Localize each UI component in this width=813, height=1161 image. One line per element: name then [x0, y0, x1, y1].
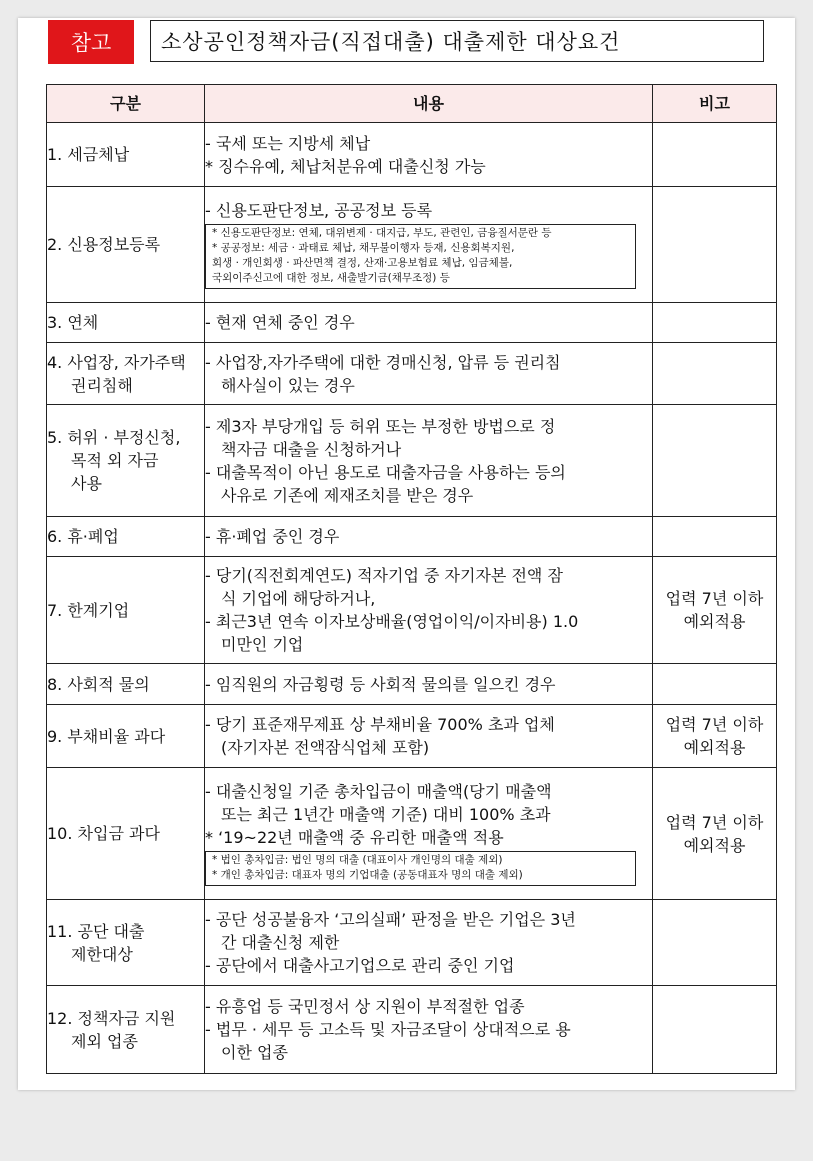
row-category	[47, 705, 205, 768]
category-line: 사용	[71, 474, 102, 493]
row-category	[47, 986, 205, 1074]
content-line: 간 대출신청 제한	[221, 933, 340, 952]
category-line: 1. 세금체납	[47, 145, 130, 164]
table-row	[47, 405, 777, 517]
row-category	[47, 664, 205, 705]
content-line: - 공단 성공불융자 ‘고의실패’ 판정을 받은 기업은 3년	[205, 910, 576, 929]
table-row	[47, 557, 777, 664]
category-line: 11. 공단 대출	[47, 921, 145, 941]
footnote-line: * 공공정보: 세금 · 과태료 체납, 채무불이행자 등재, 신용회복지원,	[212, 241, 515, 254]
row-content	[205, 705, 653, 768]
row-content	[205, 343, 653, 405]
content-line: - 당기 표준재무제표 상 부채비율 700% 초과 업체	[205, 715, 555, 734]
row-note	[653, 123, 777, 187]
row-content	[205, 517, 653, 557]
row-content	[205, 986, 653, 1074]
category-line: 목적 외 자금	[71, 451, 159, 470]
category-line: 3. 연체	[47, 313, 99, 332]
content-line: - 대출목적이 아닌 용도로 대출자금을 사용하는 등의	[205, 462, 566, 482]
content-line: * 징수유예, 체납처분유예 대출신청 가능	[205, 156, 486, 176]
footnote-box	[205, 224, 636, 289]
row-category	[47, 123, 205, 187]
category-line: 12. 정책자금 지원	[47, 1008, 176, 1028]
category-line: 10. 차입금 과다	[47, 824, 160, 843]
content-line: - 공단에서 대출사고기업으로 관리 중인 기업	[205, 956, 515, 975]
row-content	[205, 405, 653, 517]
footnote-line: * 법인 총차입금: 법인 명의 대출 (대표이사 개인명의 대출 제외)	[212, 853, 503, 866]
table-row	[47, 664, 777, 705]
row-category	[47, 557, 205, 664]
row-category	[47, 303, 205, 343]
content-line: * ‘19~22년 매출액 중 유리한 매출액 적용	[205, 827, 504, 847]
table-row	[47, 123, 777, 187]
note-line: 업력 7년 이하	[665, 715, 764, 734]
footnote-line: 국외이주신고에 대한 정보, 새출발기금(채무조정) 등	[212, 271, 450, 284]
row-note	[653, 557, 777, 664]
note-line: 예외적용	[683, 612, 746, 631]
content-line: (자기자본 전액잠식업체 포함)	[221, 738, 430, 757]
footnote-line: * 개인 총차입금: 대표자 명의 기업대출 (공동대표자 명의 대출 제외)	[212, 868, 523, 881]
row-note	[653, 517, 777, 557]
row-category	[47, 768, 205, 900]
row-note	[653, 705, 777, 768]
table-header-row	[47, 85, 777, 123]
content-line: 식 기업에 해당하거나,	[221, 589, 376, 608]
column-header-content: 내용	[205, 85, 653, 123]
row-content	[205, 187, 653, 303]
column-header-category: 구분	[47, 85, 205, 123]
table-row	[47, 900, 777, 986]
row-content	[205, 900, 653, 986]
row-category	[47, 187, 205, 303]
table-row	[47, 187, 777, 303]
note-line: 업력 7년 이하	[665, 589, 764, 608]
content-line: - 제3자 부당개입 등 허위 또는 부정한 방법으로 정	[205, 416, 556, 436]
category-line: 5. 허위 · 부정신청,	[47, 428, 181, 447]
content-line: - 유흥업 등 국민정서 상 지원이 부적절한 업종	[205, 997, 525, 1016]
row-category	[47, 900, 205, 986]
footnote-line: 회생 · 개인회생 · 파산면책 결정, 산재·고용보험료 체납, 임금체불,	[212, 256, 513, 269]
content-line: 이한 업종	[221, 1043, 288, 1062]
category-line: 6. 휴·폐업	[47, 527, 119, 546]
content-line: - 사업장,자가주택에 대한 경매신청, 압류 등 권리침	[205, 352, 561, 372]
table-row	[47, 768, 777, 900]
content-line: - 신용도판단정보, 공공정보 등록	[205, 200, 433, 220]
row-category	[47, 405, 205, 517]
row-note	[653, 986, 777, 1074]
row-content	[205, 664, 653, 705]
row-note	[653, 768, 777, 900]
content-line: - 임직원의 자금횡령 등 사회적 물의를 일으킨 경우	[205, 674, 556, 694]
row-content	[205, 768, 653, 900]
category-line: 4. 사업장, 자가주택	[47, 352, 186, 372]
restriction-table	[46, 84, 777, 1074]
category-line: 7. 한계기업	[47, 600, 130, 620]
table-row	[47, 986, 777, 1074]
content-line: 사유로 기존에 제재조치를 받은 경우	[221, 485, 474, 505]
row-note	[653, 900, 777, 986]
table-row	[47, 303, 777, 343]
note-line: 예외적용	[683, 835, 746, 855]
content-line: 미만인 기업	[221, 635, 304, 654]
row-content	[205, 303, 653, 343]
category-line: 제한대상	[71, 944, 133, 964]
row-note	[653, 187, 777, 303]
category-line: 2. 신용정보등록	[47, 235, 161, 254]
category-line: 권리침해	[71, 375, 133, 395]
content-line: - 최근3년 연속 이자보상배율(영업이익/이자비용) 1.0	[205, 612, 579, 631]
content-line: - 당기(직전회계연도) 적자기업 중 자기자본 전액 잠	[205, 566, 563, 585]
content-line: 해사실이 있는 경우	[221, 375, 355, 395]
row-note	[653, 343, 777, 405]
row-note	[653, 664, 777, 705]
table-row	[47, 705, 777, 768]
category-line: 9. 부채비율 과다	[47, 726, 166, 746]
category-line: 8. 사회적 물의	[47, 674, 150, 694]
column-header-note: 비고	[653, 85, 777, 123]
note-line: 예외적용	[683, 738, 746, 757]
footnote-line: * 신용도판단정보: 연체, 대위변제 · 대지급, 부도, 관련인, 금융질서문란 등	[212, 226, 552, 239]
content-line: - 법무 · 세무 등 고소득 및 자금조달이 상대적으로 용	[205, 1020, 571, 1039]
table-row	[47, 517, 777, 557]
footnote-box	[205, 851, 636, 886]
content-line: 또는 최근 1년간 매출액 기준) 대비 100% 초과	[221, 804, 551, 824]
note-line: 업력 7년 이하	[665, 812, 764, 832]
content-line: - 국세 또는 지방세 체납	[205, 133, 371, 153]
document-title: 소상공인정책자금(직접대출) 대출제한 대상요건	[150, 20, 764, 62]
row-content	[205, 557, 653, 664]
content-line: - 대출신청일 기준 총차입금이 매출액(당기 매출액	[205, 781, 552, 801]
row-category	[47, 517, 205, 557]
table-row	[47, 343, 777, 405]
row-note	[653, 303, 777, 343]
row-category	[47, 343, 205, 405]
reference-badge: 참고	[48, 20, 134, 64]
row-content	[205, 123, 653, 187]
category-line: 제외 업종	[71, 1031, 138, 1051]
content-line: - 현재 연체 중인 경우	[205, 313, 355, 332]
row-note	[653, 405, 777, 517]
content-line: 책자금 대출을 신청하거나	[221, 439, 402, 459]
content-line: - 휴·폐업 중인 경우	[205, 527, 340, 546]
